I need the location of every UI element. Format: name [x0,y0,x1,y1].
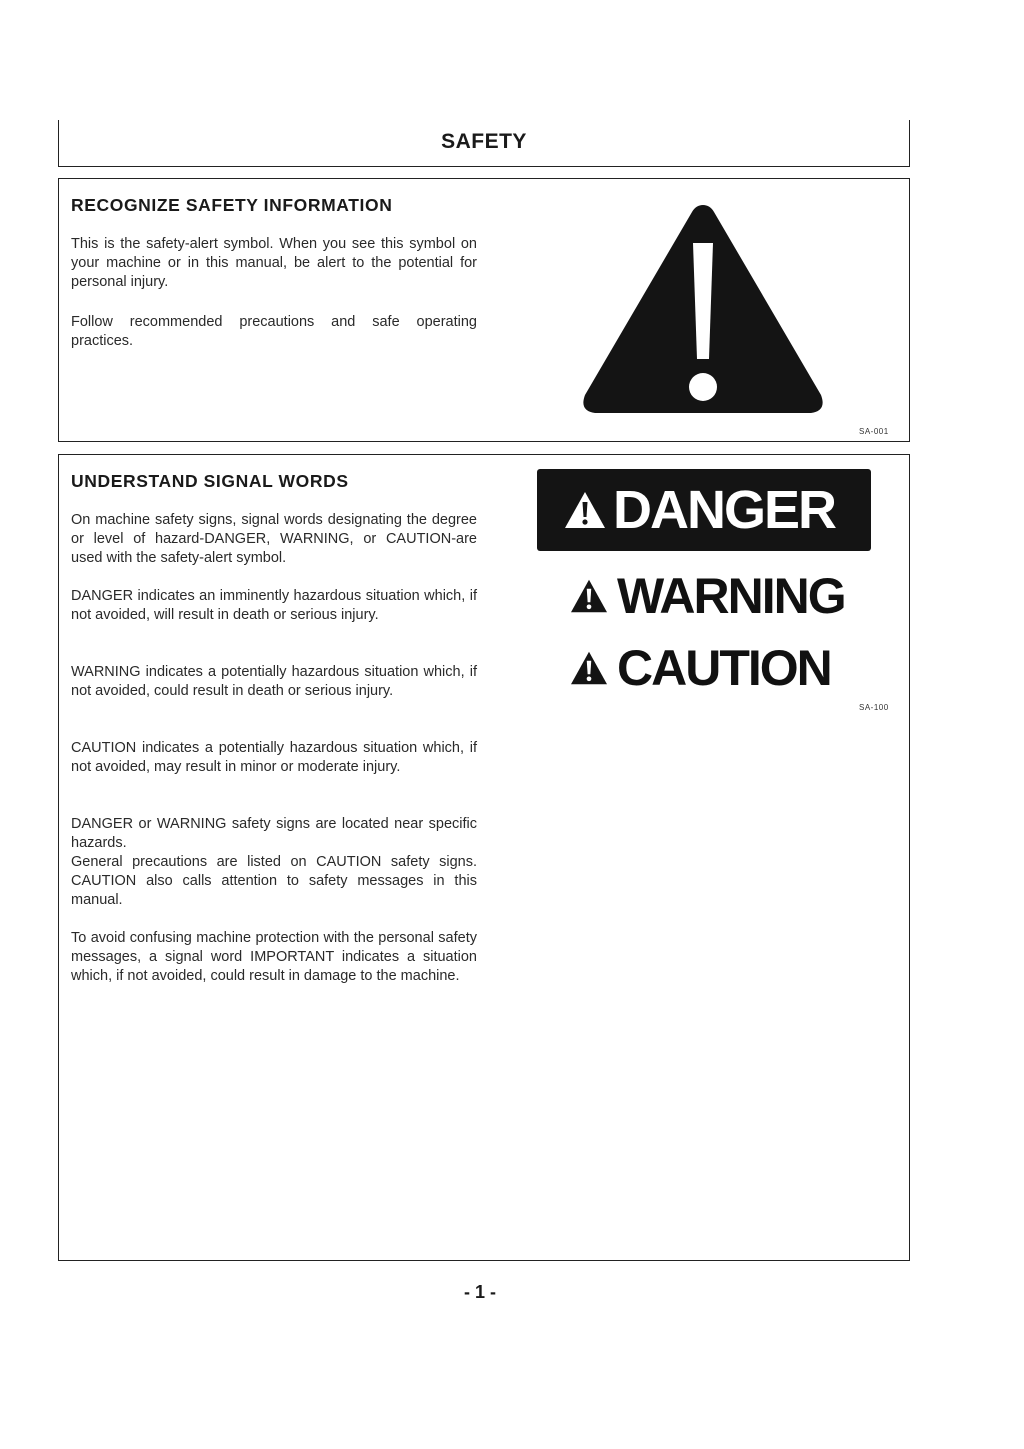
section-heading-safety-info: RECOGNIZE SAFETY INFORMATION [71,195,393,215]
caution-word: CAUTION [617,640,831,696]
page-number: - 1 - [463,1282,496,1302]
warning-sign [569,567,845,625]
page-header [58,120,910,167]
paragraph: CAUTION indicates a potentially hazardous situation which, if not avoided, may result in minor or moderate injury. [71,740,477,775]
paragraph: On machine safety signs, signal words designating the degree or level of hazard-DANGER, WARNING, or CAUTION-are used with the safety-alert symbol. [71,512,477,566]
alert-triangle-icon [569,650,609,686]
alert-triangle-icon [569,578,609,614]
safety-alert-triangle-icon [579,199,827,419]
danger-word: DANGER [613,480,836,540]
paragraph: General precautions are listed on CAUTION safety signs. CAUTION also calls attention to safety messages in this manual. [71,854,477,908]
figure-label: SA-100 [859,703,889,712]
paragraph: WARNING indicates a potentially hazardous situation which, if not avoided, could result in death or serious injury. [71,664,477,699]
paragraph: Follow recommended precautions and safe operating practices. [71,314,477,349]
paragraph: To avoid confusing machine protection with the personal safety messages, a signal word IMPORTANT indicates a situation which, if not avoided, could result in damage to the machine. [71,930,477,984]
paragraph: DANGER or WARNING safety signs are located near specific hazards. [71,816,477,851]
alert-triangle-icon [563,490,607,530]
figure-label: SA-001 [859,427,889,436]
section-heading-signal-words: UNDERSTAND SIGNAL WORDS [71,471,349,491]
paragraph: DANGER indicates an imminently hazardous situation which, if not avoided, will result in death or serious injury. [71,588,477,623]
signal-words-panel [58,454,910,1261]
warning-word: WARNING [617,568,845,624]
danger-sign [537,469,871,551]
page-title: SAFETY [441,130,527,153]
caution-sign [569,639,831,697]
recognize-safety-panel [58,178,910,442]
paragraph: This is the safety-alert symbol. When you see this symbol on your machine or in this manual, be alert to the potential for personal injury. [71,236,477,290]
